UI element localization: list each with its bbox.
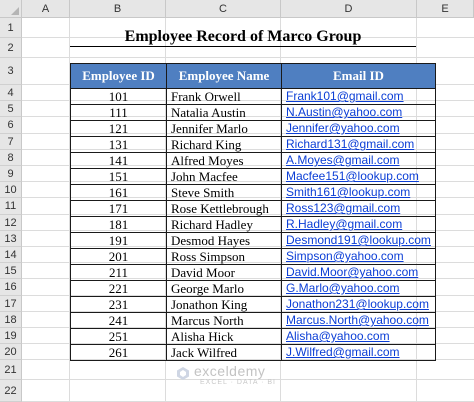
employee-id-cell[interactable]: 171 (71, 201, 167, 217)
row-header-4[interactable]: 4 (0, 85, 22, 101)
table-row (71, 89, 436, 105)
row-header-22[interactable]: 22 (0, 380, 22, 402)
row-header-11[interactable]: 11 (0, 198, 22, 214)
row-header-1[interactable]: 1 (0, 18, 22, 38)
employee-id-cell[interactable]: 181 (71, 217, 167, 233)
row-header-20[interactable]: 20 (0, 344, 22, 360)
row-header-19[interactable]: 19 (0, 328, 22, 344)
row-header-10[interactable]: 10 (0, 182, 22, 198)
employee-name-cell[interactable]: David Moor (167, 265, 282, 281)
row-header-13[interactable]: 13 (0, 231, 22, 247)
email-cell[interactable]: R.Hadley@gmail.com (282, 217, 436, 233)
employee-id-cell[interactable]: 241 (71, 313, 167, 329)
employee-id-cell[interactable]: 221 (71, 281, 167, 297)
table-row (71, 169, 436, 185)
employee-name-cell[interactable]: Ross Simpson (167, 249, 282, 265)
table-row (71, 265, 436, 281)
employee-id-cell[interactable]: 201 (71, 249, 167, 265)
header-email-id[interactable]: Email ID (282, 64, 436, 89)
employee-id-cell[interactable]: 161 (71, 185, 167, 201)
table-body (71, 89, 436, 361)
employee-name-cell[interactable]: Rose Kettlebrough (167, 201, 282, 217)
header-employee-id[interactable]: Employee ID (71, 64, 167, 89)
email-cell[interactable]: Simpson@yahoo.com (282, 249, 436, 265)
employee-id-cell[interactable]: 261 (71, 345, 167, 361)
employee-name-cell[interactable]: Jonathon King (167, 297, 282, 313)
email-cell[interactable]: Richard131@gmail.com (282, 137, 436, 153)
email-cell[interactable]: Smith161@lookup.com (282, 185, 436, 201)
column-header-a[interactable]: A (22, 0, 70, 18)
email-cell[interactable]: Frank101@gmail.com (282, 89, 436, 105)
sheet-title[interactable]: Employee Record of Marco Group (70, 28, 416, 47)
table-row (71, 329, 436, 345)
row-header-2[interactable]: 2 (0, 38, 22, 58)
employee-name-cell[interactable]: John Macfee (167, 169, 282, 185)
employee-id-cell[interactable]: 101 (71, 89, 167, 105)
select-all-triangle-icon (11, 7, 19, 15)
column-header-b[interactable]: B (70, 0, 166, 18)
table-row (71, 281, 436, 297)
table-row (71, 153, 436, 169)
row-header-21[interactable]: 21 (0, 360, 22, 380)
email-cell[interactable]: J.Wilfred@gmail.com (282, 345, 436, 361)
employee-name-cell[interactable]: Jennifer Marlo (167, 121, 282, 137)
row-header-9[interactable]: 9 (0, 166, 22, 182)
row-header-16[interactable]: 16 (0, 279, 22, 295)
employee-name-cell[interactable]: Richard King (167, 137, 282, 153)
column-header-e[interactable]: E (417, 0, 474, 18)
select-all-corner[interactable] (0, 0, 22, 18)
table-row (71, 217, 436, 233)
exceldemy-logo-icon (176, 366, 190, 380)
table-row (71, 201, 436, 217)
employee-name-cell[interactable]: Desmod Hayes (167, 233, 282, 249)
employee-id-cell[interactable]: 191 (71, 233, 167, 249)
table-row (71, 185, 436, 201)
exceldemy-watermark (176, 362, 326, 392)
table-row (71, 233, 436, 249)
employee-name-cell[interactable]: Natalia Austin (167, 105, 282, 121)
table-row (71, 313, 436, 329)
table-row (71, 345, 436, 361)
employee-name-cell[interactable]: Jack Wilfred (167, 345, 282, 361)
employee-name-cell[interactable]: Richard Hadley (167, 217, 282, 233)
email-cell[interactable]: David.Moor@yahoo.com (282, 265, 436, 281)
employee-name-cell[interactable]: Frank Orwell (167, 89, 282, 105)
email-cell[interactable]: A.Moyes@gmail.com (282, 153, 436, 169)
table-row (71, 105, 436, 121)
row-header-7[interactable]: 7 (0, 134, 22, 150)
column-header-d[interactable]: D (281, 0, 417, 18)
employee-id-cell[interactable]: 121 (71, 121, 167, 137)
email-cell[interactable]: Alisha@yahoo.com (282, 329, 436, 345)
employee-name-cell[interactable]: Alfred Moyes (167, 153, 282, 169)
table-row (71, 121, 436, 137)
employee-id-cell[interactable]: 151 (71, 169, 167, 185)
employee-name-cell[interactable]: Marcus North (167, 313, 282, 329)
row-header-5[interactable]: 5 (0, 101, 22, 117)
email-cell[interactable]: Marcus.North@yahoo.com (282, 313, 436, 329)
employee-name-cell[interactable]: Alisha Hick (167, 329, 282, 345)
email-cell[interactable]: Desmond191@lookup.com (282, 233, 436, 249)
row-header-12[interactable]: 12 (0, 215, 22, 231)
employee-name-cell[interactable]: George Marlo (167, 281, 282, 297)
table-row (71, 249, 436, 265)
email-cell[interactable]: Jennifer@yahoo.com (282, 121, 436, 137)
gridline-horizontal (22, 57, 474, 58)
employee-id-cell[interactable]: 111 (71, 105, 167, 121)
row-header-18[interactable]: 18 (0, 312, 22, 328)
email-cell[interactable]: Ross123@gmail.com (282, 201, 436, 217)
row-header-17[interactable]: 17 (0, 296, 22, 312)
email-cell[interactable]: G.Marlo@yahoo.com (282, 281, 436, 297)
row-header-3[interactable]: 3 (0, 58, 22, 85)
email-cell[interactable]: Macfee151@lookup.com (282, 169, 436, 185)
employee-id-cell[interactable]: 211 (71, 265, 167, 281)
row-header-14[interactable]: 14 (0, 247, 22, 263)
table-row (71, 137, 436, 153)
row-header-15[interactable]: 15 (0, 263, 22, 279)
employee-id-cell[interactable]: 231 (71, 297, 167, 313)
row-header-6[interactable]: 6 (0, 117, 22, 133)
watermark-name: exceldemy (194, 363, 266, 379)
email-cell[interactable]: N.Austin@yahoo.com (282, 105, 436, 121)
column-header-c[interactable]: C (166, 0, 281, 18)
employee-id-cell[interactable]: 131 (71, 137, 167, 153)
header-employee-name[interactable]: Employee Name (167, 64, 282, 89)
employee-name-cell[interactable]: Steve Smith (167, 185, 282, 201)
row-header-8[interactable]: 8 (0, 150, 22, 166)
employee-table (70, 63, 436, 361)
table-row (71, 297, 436, 313)
employee-id-cell[interactable]: 141 (71, 153, 167, 169)
employee-id-cell[interactable]: 251 (71, 329, 167, 345)
watermark-subtitle: EXCEL · DATA · BI (200, 379, 276, 386)
email-cell[interactable]: Jonathon231@lookup.com (282, 297, 436, 313)
table-header-row (71, 64, 436, 89)
